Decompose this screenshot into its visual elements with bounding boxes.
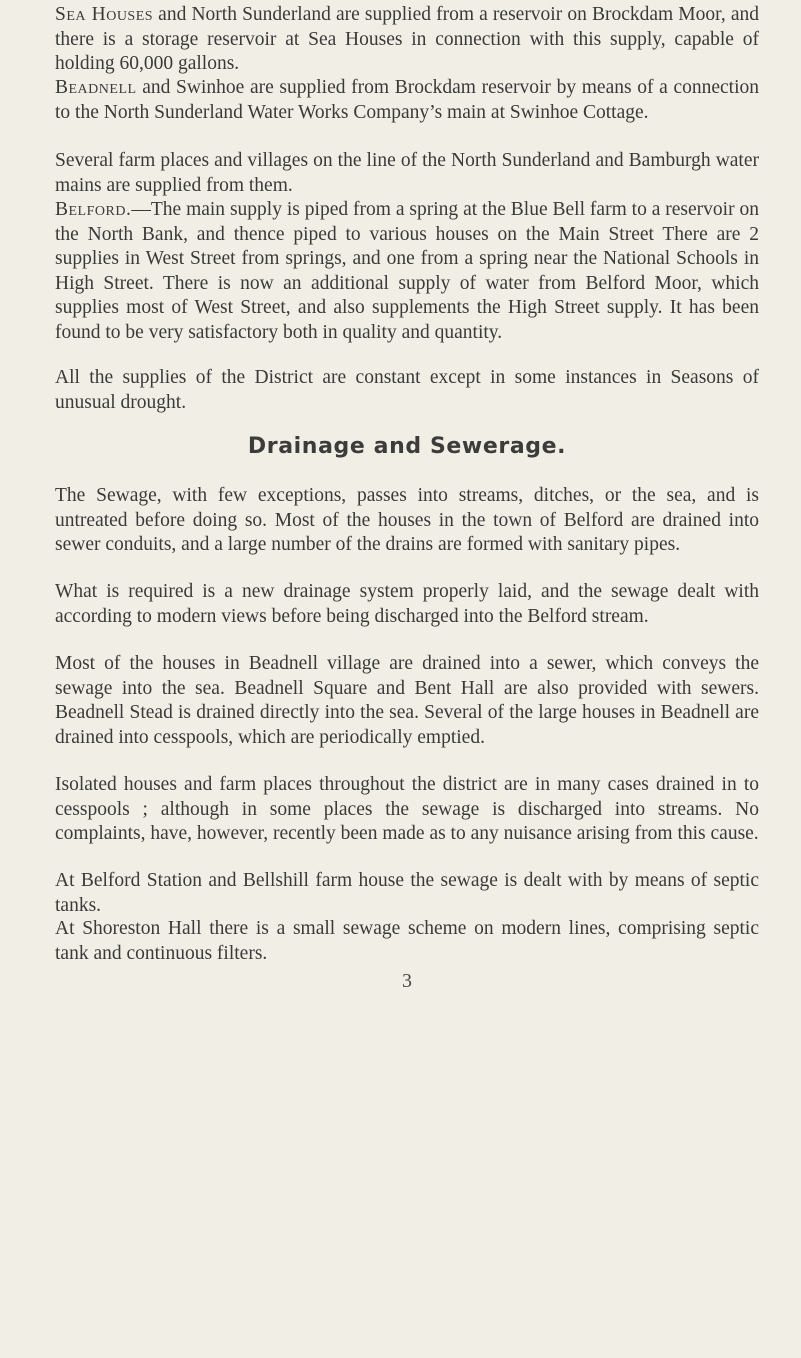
paragraph-text: What is required is a new drainage system properly laid, and the sewage dealt with according to modern views before being discharged into the Belford stream. [55, 581, 759, 627]
paragraph-text: All the supplies of the District are constant except in some instances in Seasons of unusual drought. [55, 367, 759, 413]
paragraph-text: Several farm places and villages on the line of the North Sunderland and Bamburgh water mains are supplied from them. [55, 150, 759, 196]
paragraph-beadnell-drainage [55, 652, 759, 750]
paragraph-required [55, 580, 759, 629]
paragraph-text: —The main supply is piped from a spring at the Blue Bell farm to a reservoir on the North Bank, and thence piped to various houses on the Main Street There are 2 supplies in West Street from springs, and one from a spring near the National Schools in High Street. There is now an additional supply of water from Belford Moor, which supplies most of West Street, and also supplements the High Street supply. It has been found to be very satisfactory both in quality and quantity. [55, 199, 759, 343]
page-number: 3 [402, 970, 412, 992]
paragraph-isolated-houses [55, 773, 759, 847]
paragraph-text: and North Sunderland are supplied from a reservoir on Brockdam Moor, and there is a storage reservoir at Sea Houses in connection with this supply, capable of holding 60,000 gallons. [55, 4, 760, 74]
paragraph-sewage [55, 484, 759, 558]
paragraph-text: Most of the houses in Beadnell village are drained into a sewer, which conveys the sewage into the sea. Beadnell Square and Bent Hall are also provided with sewers. Beadnell Stead is drained directly into the sea. Several of the large houses in Beadnell are drained into cesspools, which are periodically emptied. [55, 653, 759, 748]
paragraph-belford [55, 198, 759, 345]
paragraph-text: At Belford Station and Bellshill farm house the sewage is dealt with by means of septic tanks. [55, 870, 759, 916]
paragraph-lead: Belford. [55, 199, 132, 220]
paragraph-belford-station [55, 869, 759, 918]
paragraph-sea-houses [55, 3, 759, 77]
paragraph-lead: Beadnell [55, 77, 137, 98]
paragraph-lead: Sea Houses [55, 4, 154, 25]
section-heading: Drainage and Sewerage. [247, 434, 567, 459]
paragraph-farm-places [55, 149, 759, 198]
paragraph-beadnell [55, 76, 759, 125]
paragraph-text: The Sewage, with few exceptions, passes into streams, ditches, or the sea, and is untreated before doing so. Most of the houses in the town of Belford are drained into sewer conduits, and a large number of the drains are formed with sanitary pipes. [55, 485, 759, 555]
paragraph-shoreston-hall [55, 917, 759, 966]
paragraph-text: At Shoreston Hall there is a small sewage scheme on modern lines, comprising septic tank and continuous filters. [55, 918, 759, 964]
paragraph-text: and Swinhoe are supplied from Brockdam reservoir by means of a connection to the North Sunderland Water Works Company’s main at Swinhoe Cottage. [55, 77, 759, 123]
paragraph-text: Isolated houses and farm places throughout the district are in many cases drained in to cesspools ; although in some places the sewage is discharged into streams. No complaints, have, however, recently been made as to any nuisance arising from this cause. [55, 774, 759, 844]
paragraph-supplies-constant [55, 366, 759, 415]
